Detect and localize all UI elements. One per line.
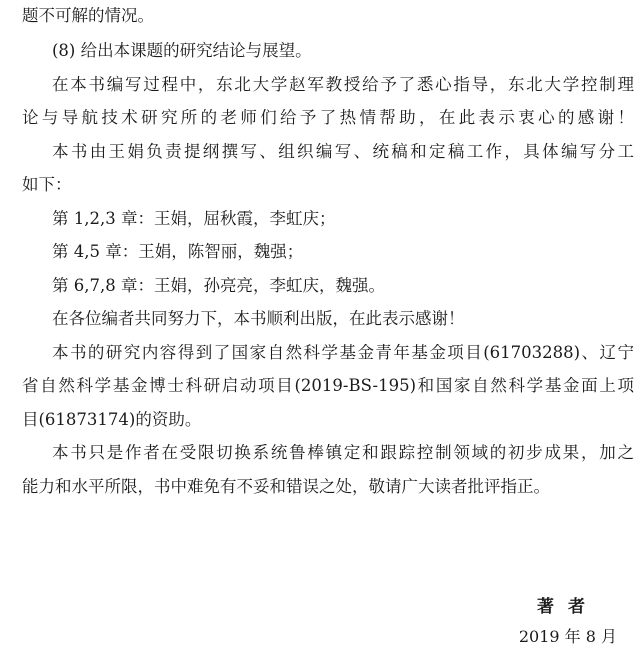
signature-date: 2019 年 8 月 [518, 627, 617, 646]
text-line: 目(61873174)的资助。 [22, 410, 202, 429]
text-line: 第 6,7,8 章：王娟，孙亮亮，李虹庆，魏强。 [52, 276, 385, 295]
text-line: (8) 给出本课题的研究结论与展望。 [52, 41, 312, 60]
text-line: 题不可解的情况。 [22, 6, 154, 25]
text-line: 第 4,5 章：王娟，陈智丽，魏强； [52, 242, 304, 261]
text-line: 在本书编写过程中，东北大学赵军教授给予了悉心指导，东北大学控制理 [52, 75, 634, 94]
text-line: 本书只是作者在受限切换系统鲁棒镇定和跟踪控制领域的初步成果，加之 [52, 443, 634, 462]
text-line: 在各位编者共同努力下，本书顺利出版，在此表示感谢！ [52, 309, 465, 328]
text-line: 能力和水平所限，书中难免有不妥和错误之处，敬请广大读者批评指正。 [22, 477, 550, 496]
text-line: 第 1,2,3 章：王娟，屈秋霞，李虹庆； [52, 209, 336, 228]
text-line: 省自然科学基金博士科研启动项目(2019-BS-195)和国家自然科学基金面上项 [22, 376, 634, 395]
text-line: 本书由王娟负责提纲撰写、组织编写、统稿和定稿工作，具体编写分工 [52, 142, 634, 161]
text-line: 本书的研究内容得到了国家自然科学基金青年基金项目(61703288)、辽宁 [52, 343, 634, 362]
author-signature: 著者 [537, 597, 599, 617]
text-line: 如下： [22, 175, 72, 194]
text-line: 论与导航技术研究所的老师们给予了热情帮助，在此表示衷心的感谢！ [22, 108, 634, 127]
